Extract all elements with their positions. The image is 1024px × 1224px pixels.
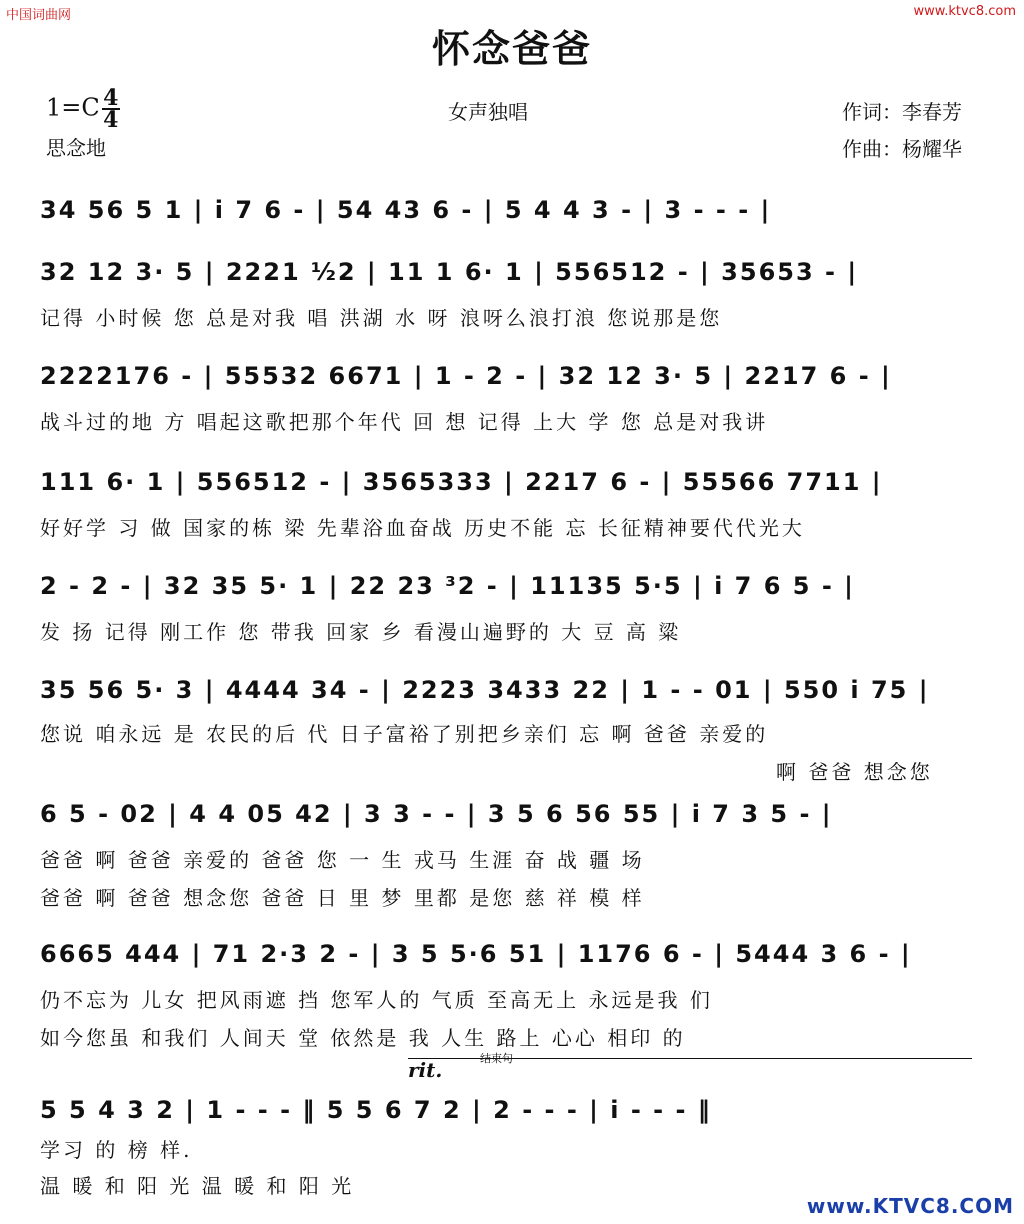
ritardando-marking: rit. xyxy=(408,1058,443,1082)
notation-row-3: 2222176 - | 55532 6671 | 1 - 2 - | 32 12 3· 5 | 2217 6 - | xyxy=(40,362,892,390)
lyrics-row-7-verse-1: 爸爸 啊 爸爸 亲爱的 爸爸 您 一 生 戎马 生涯 奋 战 疆 场 xyxy=(40,848,645,872)
key-signature xyxy=(46,85,120,133)
notation-row-8: 6665 444 | 71 2·3 2 - | 3 5 5·6 51 | 1176 6 - | 5444 3 6 - | xyxy=(40,940,912,968)
notation-row-5: 2 - 2 - | 32 35 5· 1 | 22 23 ³2 - | 11135 5·5 | i 7 6 5 - | xyxy=(40,572,855,600)
lyrics-row-2: 记得 小时候 您 总是对我 唱 洪湖 水 呀 浪呀么浪打浪 您说那是您 xyxy=(40,306,723,330)
watermark-top-left: 中国词曲网 xyxy=(6,8,72,23)
time-top: 4 xyxy=(103,85,119,111)
lyrics-row-4: 好好学 习 做 国家的栋 梁 先辈浴血奋战 历史不能 忘 长征精神要代代光大 xyxy=(40,516,805,540)
watermark-bottom-right: www.KTVC8.COM xyxy=(806,1194,1014,1218)
time-signature xyxy=(102,85,120,133)
song-title: 怀念爸爸 xyxy=(431,26,592,71)
lyrics-row-9-verse-2: 温 暖 和 阳 光 温 暖 和 阳 光 xyxy=(40,1174,355,1198)
notation-row-7: 6 5 - 02 | 4 4 05 42 | 3 3 - - | 3 5 6 56 55 | i 7 3 5 - | xyxy=(40,800,833,828)
lyricist: 作词：李春芳 xyxy=(842,100,962,124)
composer: 作曲：杨耀华 xyxy=(842,137,962,161)
lyrics-row-9-verse-1: 学习 的 榜 样. xyxy=(40,1138,193,1162)
key-label: 1=C xyxy=(46,93,100,122)
lyrics-row-5: 发 扬 记得 刚工作 您 带我 回家 乡 看漫山遍野的 大 豆 高 粱 xyxy=(40,620,682,644)
lyrics-row-8-verse-1: 仍不忘为 儿女 把风雨遮 挡 您军人的 气质 至高无上 永远是我 们 xyxy=(40,988,713,1012)
lyrics-row-7-verse-2: 爸爸 啊 爸爸 想念您 爸爸 日 里 梦 里都 是您 慈 祥 模 样 xyxy=(40,886,645,910)
notation-row-9: 5 5 4 3 2 | 1 - - - ‖ 5 5 6 7 2 | 2 - - - | i - - - ‖ xyxy=(40,1096,712,1124)
ending-label: 结束句 xyxy=(480,1052,513,1065)
notation-row-6: 35 56 5· 3 | 4444 34 - | 2223 3433 22 | 1 - - 01 | 550 i 75 | xyxy=(40,676,930,704)
notation-row-1: 34 56 5 1 | i 7 6 - | 54 43 6 - | 5 4 4 3 - | 3 - - - | xyxy=(40,196,772,224)
lyrics-row-3: 战斗过的地 方 唱起这歌把那个年代 回 想 记得 上大 学 您 总是对我讲 xyxy=(40,410,769,434)
voice-type: 女声独唱 xyxy=(448,100,528,124)
watermark-top-right: www.ktvc8.com xyxy=(913,4,1016,19)
lyrics-row-6-verse-1: 您说 咱永远 是 农民的后 代 日子富裕了别把乡亲们 忘 啊 爸爸 亲爱的 xyxy=(40,722,769,746)
lyrics-row-6-verse-2: 啊 爸爸 想念您 xyxy=(776,760,933,784)
notation-row-4: 111 6· 1 | 556512 - | 3565333 | 2217 6 - | 55566 7711 | xyxy=(40,468,883,496)
notation-row-2: 32 12 3· 5 | 2221 ½2 | 11 1 6· 1 | 556512 - | 35653 - | xyxy=(40,258,859,286)
tempo-marking: 思念地 xyxy=(46,136,106,160)
time-bottom: 4 xyxy=(103,107,119,133)
lyrics-row-8-verse-2: 如今您虽 和我们 人间天 堂 依然是 我 人生 路上 心心 相印 的 xyxy=(40,1026,686,1050)
